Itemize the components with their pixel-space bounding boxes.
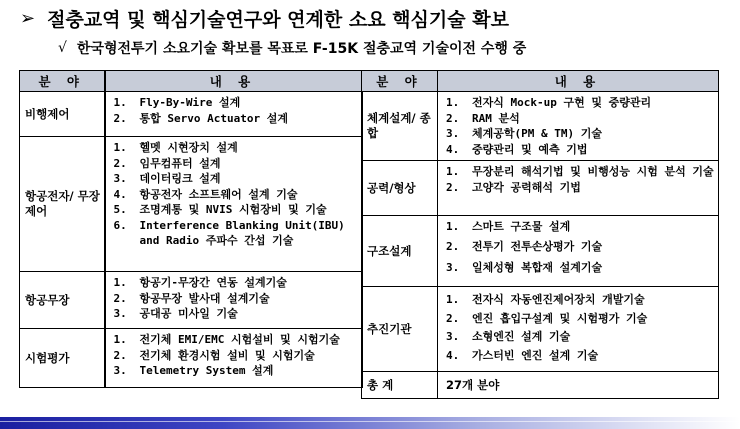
- list-item: 3. 소형엔진 설계 기술: [446, 330, 571, 343]
- left-row-avionics: [20, 137, 362, 272]
- total-value: 27개 분야: [438, 372, 719, 399]
- items-cell: [105, 329, 362, 388]
- category-cell: 체계설계/ 종합: [362, 92, 438, 161]
- list-item: 1. 항공기-무장간 연동 설계기술: [113, 276, 287, 289]
- list-item: 4. 항공전자 소프트웨어 설계 기술: [113, 187, 298, 201]
- list-item: 4. 가스터빈 엔진 설계 기술: [446, 348, 599, 362]
- subtitle-text: 한국형전투기 소요기술 확보를 목표로 F-15K 절충교역 기술이전 수행 중: [76, 41, 527, 57]
- list-item: 1. 전자식 Mock-up 구현 및 중량관리: [446, 96, 652, 109]
- right-technology-table: [361, 70, 719, 399]
- list-item: 3. 데이터링크 설계: [113, 172, 221, 185]
- items-cell: [438, 287, 719, 372]
- category-cell: 비행제어: [20, 92, 105, 137]
- list-item: 3. 체계공학(PM & TM) 기술: [446, 127, 602, 140]
- category-cell: 구조설계: [362, 216, 438, 287]
- list-item: 2. 통합 Servo Actuator 설계: [113, 111, 288, 125]
- list-item: 2. 임무컴퓨터 설계: [113, 156, 221, 170]
- left-row-test-evaluation: [20, 329, 362, 388]
- list-item: 3. 공대공 미사일 기술: [113, 307, 238, 320]
- items-cell: [105, 137, 362, 272]
- items-cell: [438, 161, 719, 216]
- category-header: 분 야: [362, 71, 438, 92]
- list-item: 2. 고양각 공력해석 기법: [446, 180, 581, 194]
- title-text: 절충교역 및 핵심기술연구와 연계한 소요 핵심기술 확보: [47, 8, 509, 31]
- bottom-gradient-bar: [0, 417, 740, 429]
- items-cell: [105, 272, 362, 329]
- list-item: 4. 중량관리 및 예측 기법: [446, 142, 588, 156]
- content-header: 내 용: [438, 71, 719, 92]
- right-header-row: [362, 71, 719, 92]
- items-cell: [438, 216, 719, 287]
- right-row-structure-design: [362, 216, 719, 287]
- list-item: 1. 전기체 EMI/EMC 시험설비 및 시험기술: [113, 333, 340, 346]
- content-header: 내 용: [105, 71, 362, 92]
- list-item: 1. 전자식 자동엔진제어장치 개발기술: [446, 293, 645, 306]
- list-item: 2. 엔진 흡입구설계 및 시험평가 기술: [446, 311, 648, 325]
- list-item: 6. Interference Blanking Unit(IBU) and Radio 주파수 간섭 기술: [113, 218, 345, 247]
- left-header-row: [20, 71, 362, 92]
- left-row-flight-control: [20, 92, 362, 137]
- list-item: 2. 전투기 전투손상평가 기술: [446, 239, 603, 253]
- arrow-bullet-icon: ➢: [20, 7, 36, 29]
- list-item: 1. 무장분리 해석기법 및 비행성능 시험 분석 기술: [446, 165, 714, 178]
- list-item: 5. 조명계통 및 NVIS 시험장비 및 기술: [113, 203, 327, 216]
- items-cell: [438, 92, 719, 161]
- category-cell: 시험평가: [20, 329, 105, 388]
- list-item: 2. RAM 분석: [446, 111, 520, 125]
- category-cell: 항공전자/ 무장제어: [20, 137, 105, 272]
- list-item: 3. Telemetry System 설계: [113, 364, 274, 377]
- left-row-armament: [20, 272, 362, 329]
- right-row-total: [362, 372, 719, 399]
- category-cell: 공력/형상: [362, 161, 438, 216]
- list-item: 2. 항공무장 발사대 설계기술: [113, 291, 270, 305]
- right-row-system-design: [362, 92, 719, 161]
- list-item: 1. Fly-By-Wire 설계: [113, 96, 241, 109]
- check-bullet-icon: √: [58, 40, 67, 56]
- list-item: 1. 헬멧 시현장치 설계: [113, 141, 238, 154]
- list-item: 3. 일체성형 복합재 설계기술: [446, 261, 603, 274]
- page-title: [20, 4, 509, 32]
- page-subtitle: [58, 37, 526, 59]
- items-cell: [105, 92, 362, 137]
- right-row-aero-shape: [362, 161, 719, 216]
- list-item: 1. 스마트 구조물 설계: [446, 220, 571, 233]
- total-label: 총 계: [362, 372, 438, 399]
- right-row-propulsion: [362, 287, 719, 372]
- category-cell: 추진기관: [362, 287, 438, 372]
- list-item: 2. 전기체 환경시험 설비 및 시험기술: [113, 348, 315, 362]
- category-cell: 항공무장: [20, 272, 105, 329]
- left-technology-table: [19, 70, 363, 388]
- category-header: 분 야: [20, 71, 105, 92]
